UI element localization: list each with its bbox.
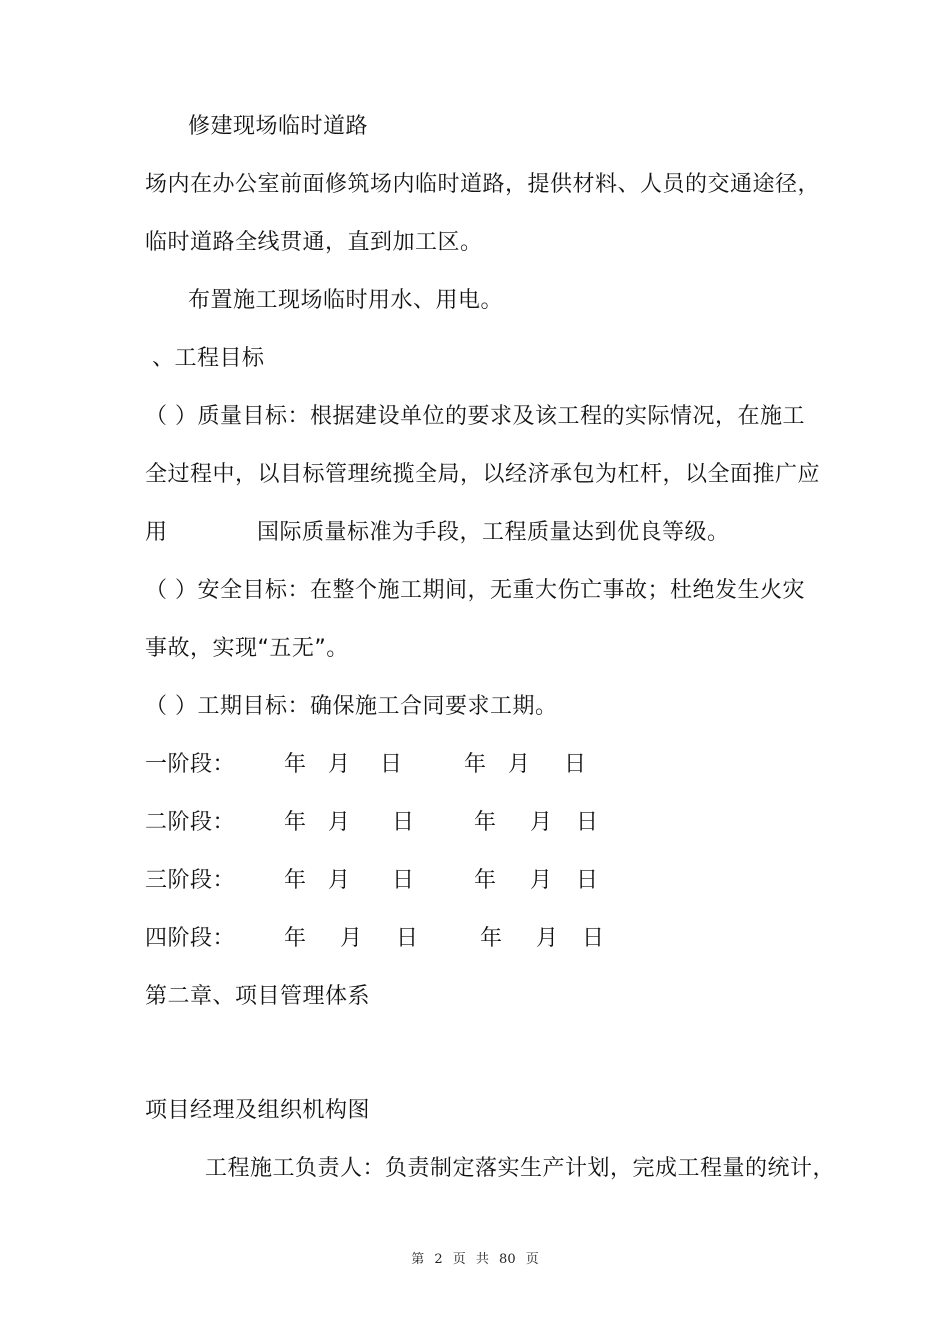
construction-lead-paragraph: 工程施工负责人：负责制定落实生产计划，完成工程量的统计， [205,1156,836,1181]
stage-start-year: 年 [284,926,307,951]
stage-end-month: 月 [536,926,559,951]
stage-start-year: 年 [284,810,307,835]
safety-goal-line-1: （ ）安全目标：在整个施工期间，无重大伤亡事故；杜绝发生火灾 [145,578,805,603]
safety-goal-line-2: 事故，实现“五无”。 [145,636,349,661]
stage-start-day: 日 [392,868,415,893]
stage-start-month: 月 [328,868,351,893]
stage-label: 四阶段： [145,926,236,951]
stage-end-year: 年 [480,926,503,951]
schedule-goal: （ ）工期目标：确保施工合同要求工期。 [145,694,558,719]
quality-goal-line-2: 全过程中，以目标管理统揽全局，以经济承包为杠杆，以全面推广应 [145,462,821,487]
page-footer: 第 2 页 共 80 页 [411,1252,539,1267]
stage-end-month: 月 [508,752,531,777]
stage-end-day: 日 [576,810,599,835]
stage-end-year: 年 [474,810,497,835]
chapter-2-heading: 第二章、项目管理体系 [145,984,371,1009]
stage-start-month: 月 [328,810,351,835]
stage-end-year: 年 [474,868,497,893]
paragraph-road-line-2: 临时道路全线贯通，直到加工区。 [145,230,483,255]
stage-end-month: 月 [530,810,553,835]
quality-goal-line-3-text: 国际质量标准为手段，工程质量达到优良等级。 [257,520,730,545]
stage-start-month: 月 [328,752,351,777]
stage-end-day: 日 [564,752,587,777]
stage-start-day: 日 [392,810,415,835]
stage-end-year: 年 [464,752,487,777]
stage-start-year: 年 [284,868,307,893]
stage-start-day: 日 [396,926,419,951]
paragraph-water-power: 布置施工现场临时用水、用电。 [188,288,504,313]
quality-goal-line-3-prefix: 用 [145,520,168,545]
stage-end-month: 月 [530,868,553,893]
stage-start-month: 月 [340,926,363,951]
stage-end-day: 日 [576,868,599,893]
quality-goal-line-1: （ ）质量目标：根据建设单位的要求及该工程的实际情况，在施工 [145,404,805,429]
org-chart-heading: 项目经理及组织机构图 [145,1098,371,1123]
stage-end-day: 日 [582,926,605,951]
stage-label: 三阶段： [145,868,236,893]
heading-temporary-road: 修建现场临时道路 [188,114,369,139]
paragraph-road-line-1: 场内在办公室前面修筑场内临时道路，提供材料、人员的交通途径， [145,172,821,197]
stage-label: 二阶段： [145,810,236,835]
stage-start-year: 年 [284,752,307,777]
heading-project-goals: 、工程目标 [152,346,265,371]
stage-label: 一阶段： [145,752,236,777]
stage-start-day: 日 [380,752,403,777]
